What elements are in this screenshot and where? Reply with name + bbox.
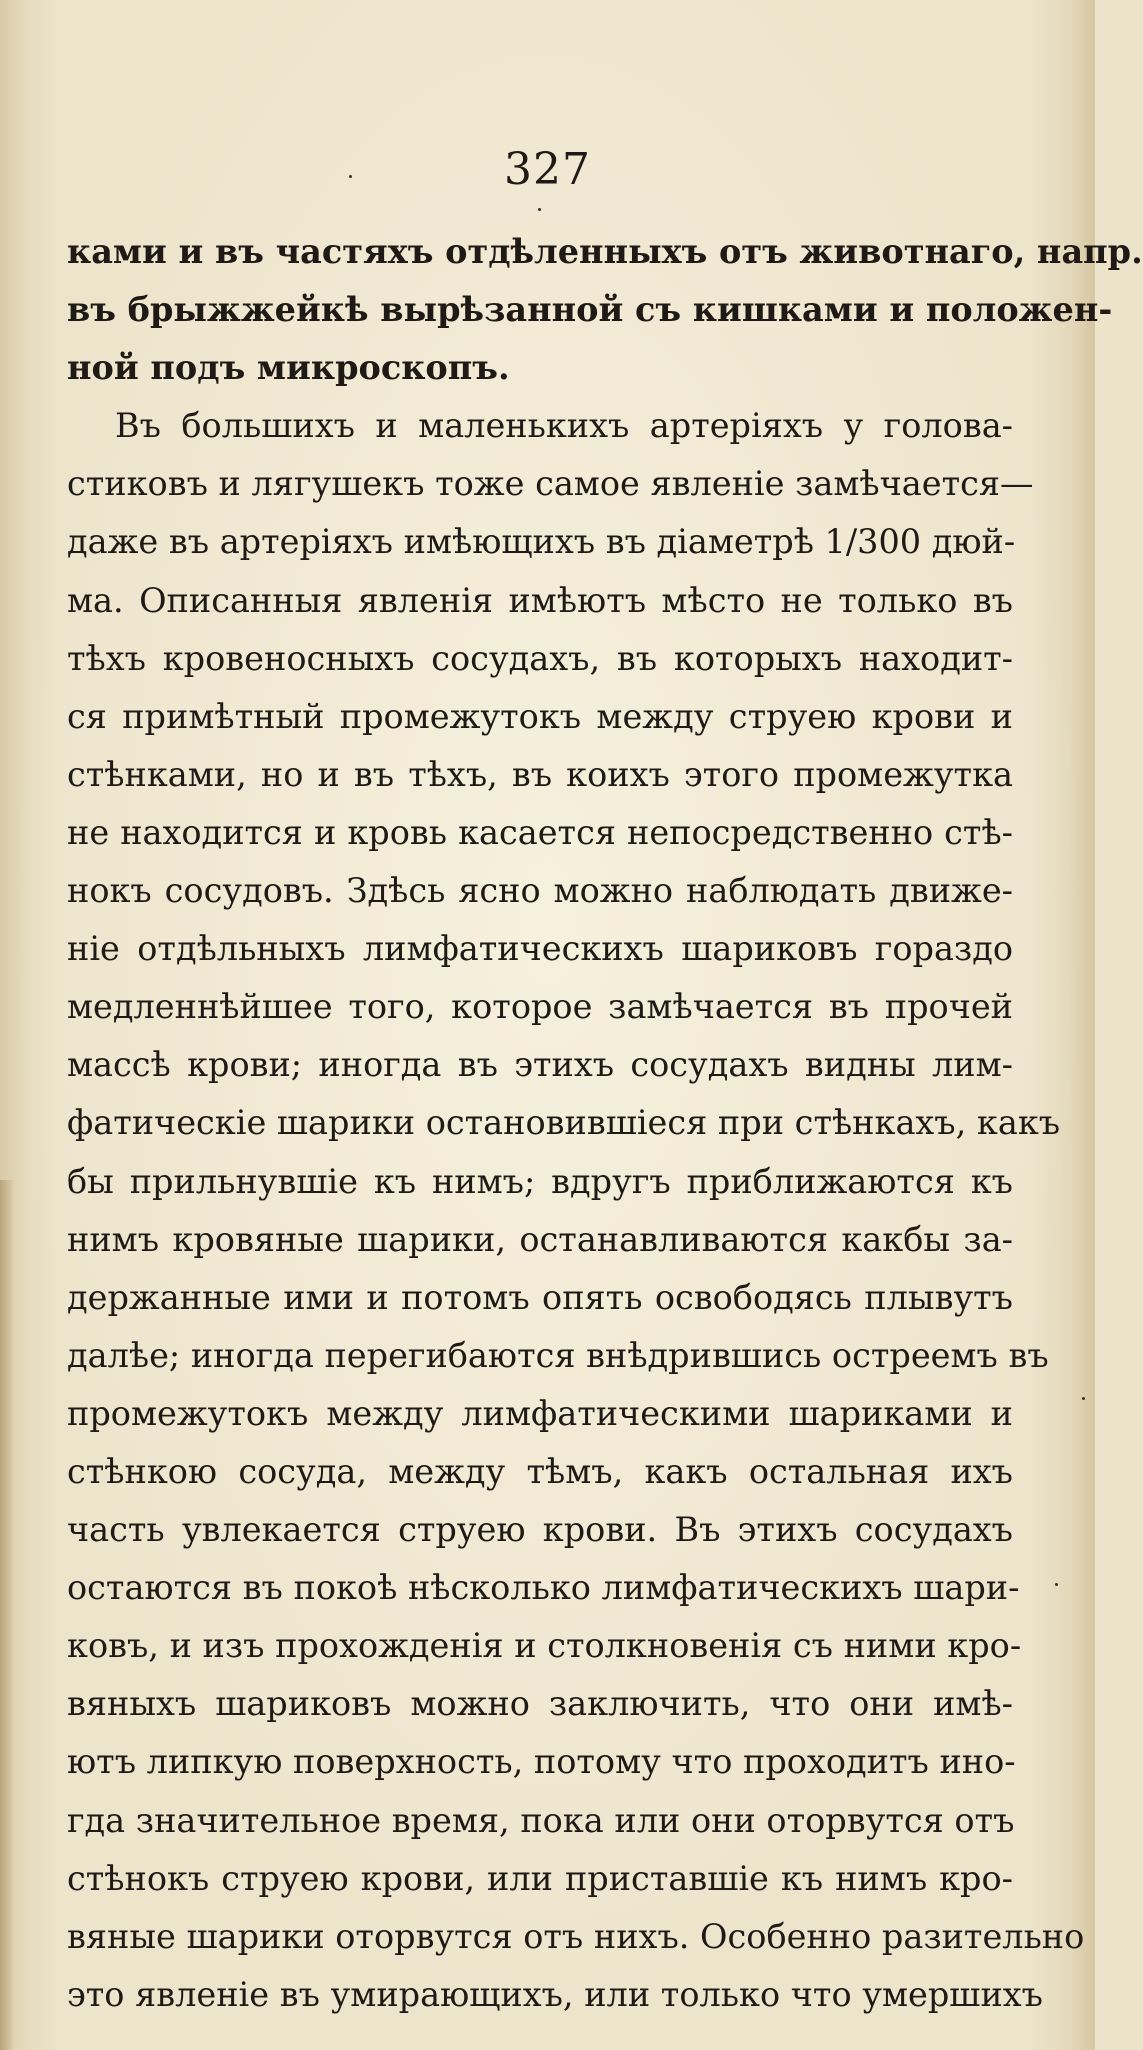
text-line: стѣнкою сосуда, между тѣмъ, какъ остальная ихъ — [67, 1451, 1013, 1491]
text-line: стиковъ и лягушекъ тоже самое явленіе замѣчается— — [67, 464, 1034, 504]
ink-speck — [538, 208, 541, 211]
text-line: медленнѣйшее того, которое замѣчается въ прочей — [67, 987, 1013, 1027]
text-line: фатическіе шарики остановившіеся при стѣнкахъ, какъ — [67, 1103, 1061, 1143]
page-edge-shadow — [0, 1180, 14, 2050]
text-line: далѣе; иногда перегибаются внѣдрившись остреемъ въ — [67, 1335, 1049, 1375]
text-line: вяные шарики оторвутся отъ нихъ. Особенно разительно — [67, 1916, 1085, 1956]
body-text — [67, 223, 1143, 2024]
text-line: держанные ими и потомъ опять освободясь плывутъ — [67, 1277, 1013, 1317]
text-line: ковъ, и изъ прохожденія и столкновенія съ ними кро- — [67, 1626, 1022, 1666]
text-line: ками и въ частяхъ отдѣленныхъ отъ животнаго, напр. — [67, 232, 1143, 271]
text-line: массѣ крови; иногда въ этихъ сосудахъ видны лим- — [67, 1045, 1013, 1085]
text-line: остаются въ покоѣ нѣсколько лимфатическихъ шари- — [67, 1568, 1020, 1608]
ink-speck — [1055, 1583, 1058, 1586]
ink-speck — [1082, 1397, 1085, 1400]
text-line: это явленіе въ умирающихъ, или только что умершихъ — [67, 1974, 1043, 2014]
text-line: ютъ липкую поверхность, потому что проходитъ ино- — [67, 1742, 1016, 1782]
ink-speck — [349, 175, 352, 178]
text-line: не находится и кровь касается непосредственно стѣ- — [67, 812, 1013, 852]
page-number: 327 — [504, 144, 591, 195]
text-line: вяныхъ шариковъ можно заключить, что они имѣ- — [67, 1684, 1013, 1724]
paragraph-start-line: Въ большихъ и маленькихъ артеріяхъ у голова- — [115, 406, 1013, 446]
text-line: нокъ сосудовъ. Здѣсь ясно можно наблюдать движе- — [67, 871, 1013, 911]
text-line: нимъ кровяные шарики, останавливаются какбы за- — [67, 1219, 1013, 1259]
text-line: промежутокъ между лимфатическими шариками и — [67, 1393, 1013, 1433]
text-line: даже въ артеріяхъ имѣющихъ въ діаметрѣ 1/300 дюй- — [67, 522, 1016, 562]
text-line: часть увлекается струею крови. Въ этихъ сосудахъ — [67, 1510, 1013, 1550]
text-line: ся примѣтный промежутокъ между струею крови и — [67, 696, 1013, 736]
text-line: ма. Описанныя явленія имѣютъ мѣсто не только въ — [67, 580, 1013, 620]
text-line: ніе отдѣльныхъ лимфатическихъ шариковъ гораздо — [67, 929, 1013, 969]
text-line: тѣхъ кровеносныхъ сосудахъ, въ которыхъ находит- — [67, 638, 1013, 678]
text-line: бы прильнувшіе къ нимъ; вдругъ приближаются къ — [67, 1161, 1013, 1201]
text-line: въ брыжжейкѣ вырѣзанной съ кишками и положен- — [67, 290, 1113, 330]
text-line: гда значительное время, пока или они оторвутся отъ — [67, 1800, 1015, 1840]
text-line: ной подъ микроскопъ. — [67, 348, 510, 388]
text-line: стѣнокъ струею крови, или приставшіе къ нимъ кро- — [67, 1858, 1013, 1898]
text-line: стѣнками, но и въ тѣхъ, въ коихъ этого промежутка — [67, 754, 1013, 794]
